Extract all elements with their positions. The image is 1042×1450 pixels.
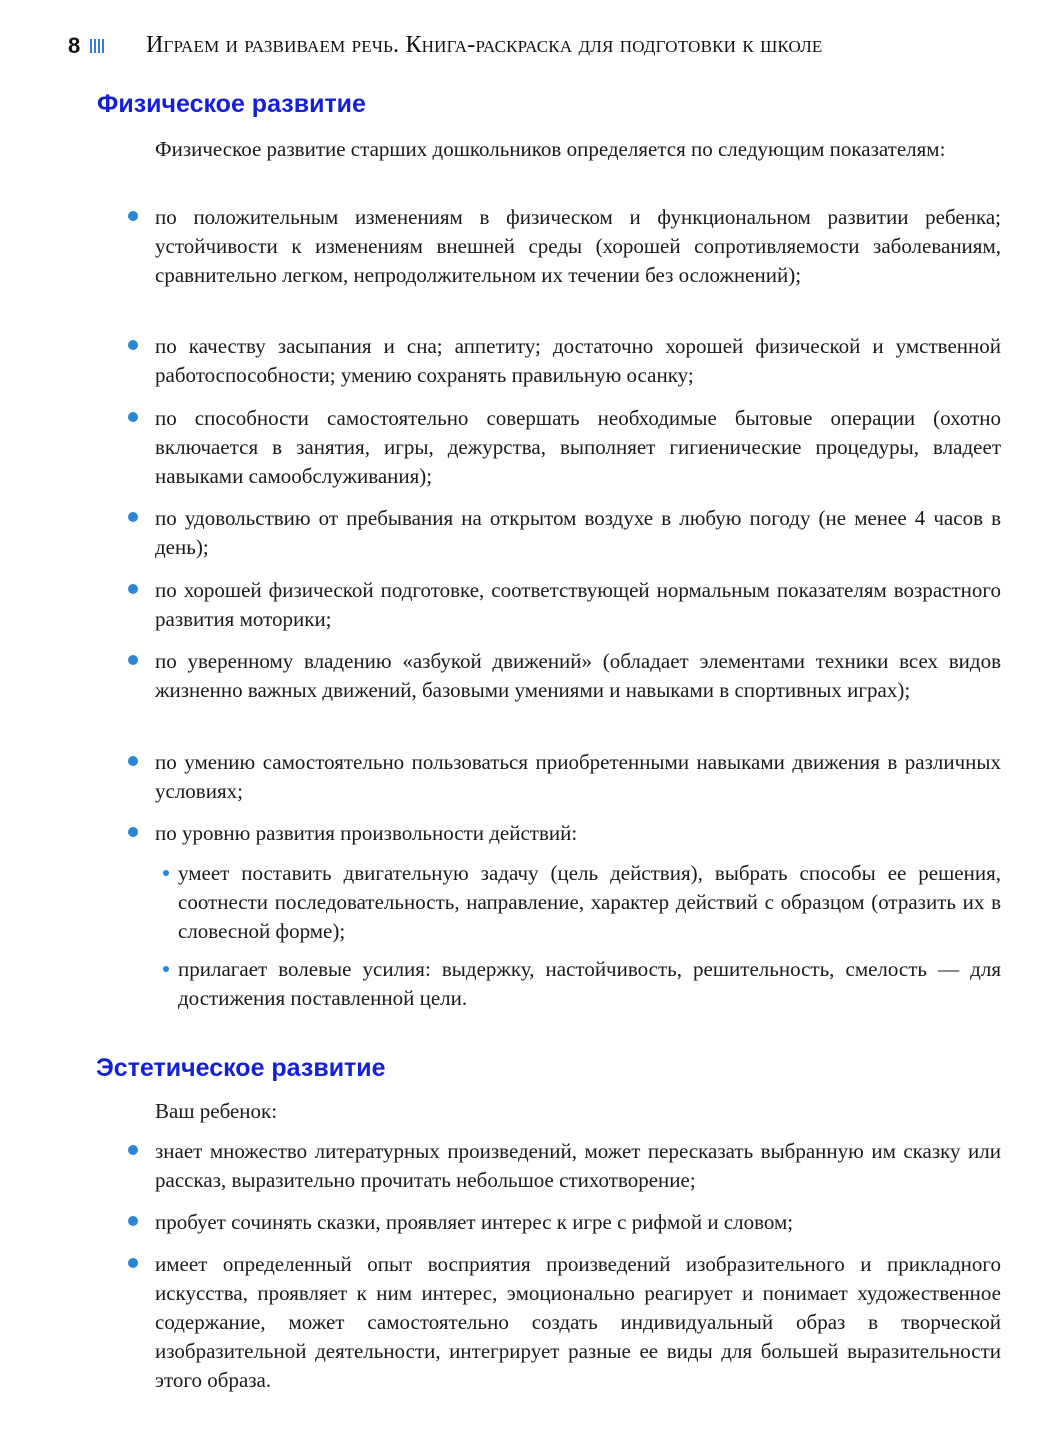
list-item-text: по удовольствию от пребывания на открытом воздухе в любую погоду (не менее 4 часов в день); xyxy=(155,506,1001,559)
bullet-icon xyxy=(128,340,138,350)
list-item xyxy=(155,1250,1001,1395)
sub-list-item-text: прилагает волевые усилия: выдержку, настойчивость, решительность, смелость — для достижения поставленной цели. xyxy=(178,957,1001,1010)
bullet-icon xyxy=(128,412,138,422)
list-item xyxy=(155,576,1001,634)
list-item-text: по уверенному владению «азбукой движений» (обладает элементами техники всех видов жизненно важных движений, базовыми умениями и навыками в спортивных играх); xyxy=(155,649,1001,702)
list-item-text: имеет определенный опыт восприятия произведений изобразительного и прикладного искусства, проявляет к ним интерес, эмоционально реагирует и понимает художественное содержание, может самостоятельно создать индивидуальный образ в творческой изобразительной деятельности, интегрирует разные ее виды для большей выразительности этого образа. xyxy=(155,1252,1001,1392)
section-intro: Ваш ребенок: xyxy=(155,1099,278,1123)
sub-list-item-text: умеет поставить двигательную задачу (цель действия), выбрать способы ее решения, соотнести последовательность, направление, характер действий с образцом (отразить их в словесной форме); xyxy=(178,861,1001,943)
bullet-icon xyxy=(128,512,138,522)
list-item-text: по качеству засыпания и сна; аппетиту; достаточно хорошей физической и умственной работоспособности; умению сохранять правильную осанку; xyxy=(155,334,1001,387)
section-intro: Физическое развитие старших дошкольников определяется по следующим показателям: xyxy=(155,137,946,161)
section-heading-physical: Физическое развитие xyxy=(97,90,366,118)
bullet-icon xyxy=(128,1216,138,1226)
list-item xyxy=(155,819,1001,848)
page-number: 8 xyxy=(68,33,81,58)
list-item xyxy=(155,748,1001,806)
list-item xyxy=(155,404,1001,491)
list-item-text: знает множество литературных произведений, может пересказать выбранную им сказку или рассказ, выразительно прочитать небольшое стихотворение; xyxy=(155,1139,1001,1192)
list-item xyxy=(155,647,1001,705)
header-ornament-icon xyxy=(90,39,104,53)
bullet-icon xyxy=(128,655,138,665)
sub-list-item xyxy=(178,859,1001,946)
bullet-icon xyxy=(163,966,169,972)
bullet-icon xyxy=(163,870,169,876)
list-item xyxy=(155,1208,1001,1237)
bullet-icon xyxy=(128,827,138,837)
running-title: Играем и развиваем речь. Книга-раскраска для подготовки к школе xyxy=(146,32,823,58)
list-item xyxy=(155,332,1001,390)
list-item xyxy=(155,504,1001,562)
list-item-text: по способности самостоятельно совершать необходимые бытовые операции (охотно включается в занятия, игры, дежурства, выполняет гигиенические процедуры, владеет навыками самообслуживания); xyxy=(155,406,1001,488)
list-item-text: по умению самостоятельно пользоваться приобретенными навыками движения в различных условиях; xyxy=(155,750,1001,803)
list-item xyxy=(155,203,1001,290)
sub-list-item xyxy=(178,955,1001,1013)
list-item-text: по уровню развития произвольности действий: xyxy=(155,821,578,845)
list-item-text: пробует сочинять сказки, проявляет интерес к игре с рифмой и словом; xyxy=(155,1210,794,1234)
list-item-text: по хорошей физической подготовке, соответствующей нормальным показателям возрастного развития моторики; xyxy=(155,578,1001,631)
bullet-icon xyxy=(128,1258,138,1268)
bullet-icon xyxy=(128,756,138,766)
section-heading-aesthetic: Эстетическое развитие xyxy=(96,1054,386,1082)
list-item-text: по положительным изменениям в физическом и функциональном развитии ребенка; устойчивости к изменениям внешней среды (хорошей сопротивляемости заболеваниям, сравнительно легком, непродолжительном их течении без осложнений); xyxy=(155,205,1001,287)
bullet-icon xyxy=(128,211,138,221)
list-item xyxy=(155,1137,1001,1195)
bullet-icon xyxy=(128,584,138,594)
bullet-icon xyxy=(128,1145,138,1155)
